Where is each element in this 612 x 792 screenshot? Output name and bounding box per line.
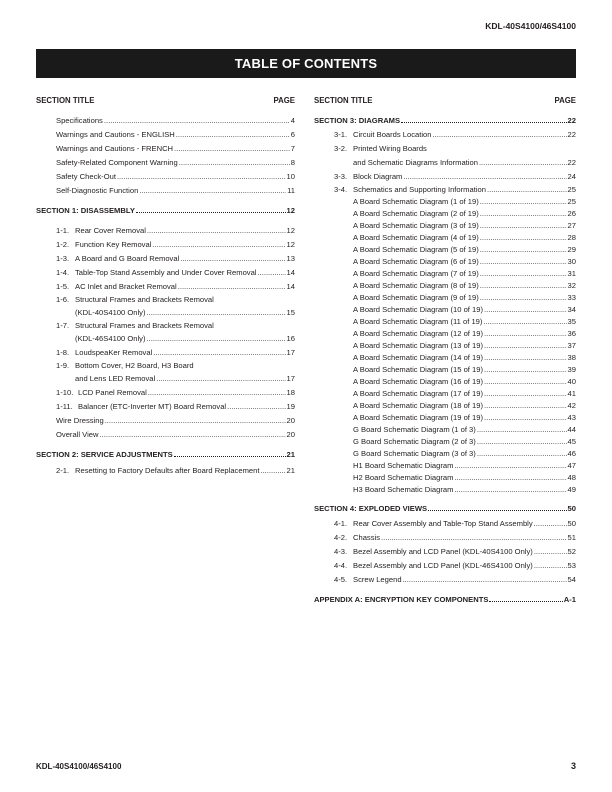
toc-entry-0[interactable]: Specifications ..... 4 xyxy=(36,114,295,128)
page-header: PAGE xyxy=(273,96,295,105)
toc-entry-1-1[interactable]: 1-1. Rear Cover Removal ..... 12 xyxy=(36,224,295,238)
toc-schematic-4[interactable]: A Board Schematic Diagram (5 of 19) ..... 29 xyxy=(314,244,576,256)
toc-schematic-5[interactable]: A Board Schematic Diagram (6 of 19) ..... 30 xyxy=(314,256,576,268)
toc-entry-4[interactable]: Safety Check-Out ..... 10 xyxy=(36,170,295,184)
toc-entry-3-3[interactable]: 3-3. Block Diagram ..... 24 xyxy=(314,170,576,184)
toc-entry-2[interactable]: Warnings and Cautions - FRENCH ..... 7 xyxy=(36,142,295,156)
column-header xyxy=(36,96,295,108)
toc-entry-1-4[interactable]: 1-4. Table-Top Stand Assembly and Under Cover Removal ..... 14 xyxy=(36,266,295,280)
toc-entry-1-5[interactable]: 1-5. AC Inlet and Bracket Removal ..... 14 xyxy=(36,280,295,294)
footer-model: KDL-40S4100/46S4100 xyxy=(36,762,122,771)
toc-entry-1-8[interactable]: 1-8. LoudspeaKer Removal ..... 17 xyxy=(36,346,295,360)
toc-entry-extra-1[interactable]: Overall View ..... 20 xyxy=(36,428,295,442)
toc-entry-3-2-cont[interactable]: and Schematic Diagrams Information ..... 22 xyxy=(314,156,576,170)
toc-schematic-23[interactable]: H2 Board Schematic Diagram ..... 48 xyxy=(314,472,576,484)
toc-section-2[interactable]: SECTION 2: SERVICE ADJUSTMENTS 21 xyxy=(36,450,295,459)
toc-appendix-a[interactable]: APPENDIX A: ENCRYPTION KEY COMPONENTS A-1 xyxy=(314,595,576,604)
toc-schematic-15[interactable]: A Board Schematic Diagram (16 of 19) ..... 40 xyxy=(314,376,576,388)
toc-entry-1-9-cont[interactable]: and Lens LED Removal ..... 17 xyxy=(36,372,295,386)
toc-schematic-7[interactable]: A Board Schematic Diagram (8 of 19) ..... 32 xyxy=(314,280,576,292)
toc-schematic-10[interactable]: A Board Schematic Diagram (11 of 19) ..... 35 xyxy=(314,316,576,328)
toc-schematic-22[interactable]: H1 Board Schematic Diagram ..... 47 xyxy=(314,460,576,472)
toc-schematic-18[interactable]: A Board Schematic Diagram (19 of 19) ..... 43 xyxy=(314,412,576,424)
toc-schematic-20[interactable]: G Board Schematic Diagram (2 of 3) ..... 45 xyxy=(314,436,576,448)
toc-entry-1-10[interactable]: 1-10. LCD Panel Removal ..... 18 xyxy=(36,386,295,400)
toc-section-3[interactable]: SECTION 3: DIAGRAMS 22 xyxy=(314,116,576,125)
toc-entry-1-6-cont[interactable]: (KDL-40S4100 Only) ..... 15 xyxy=(36,306,295,320)
toc-schematic-2[interactable]: A Board Schematic Diagram (3 of 19) ..... 27 xyxy=(314,220,576,232)
toc-schematic-6[interactable]: A Board Schematic Diagram (7 of 19) ..... 31 xyxy=(314,268,576,280)
toc-entry-1-3[interactable]: 1-3. A Board and G Board Removal ..... 13 xyxy=(36,252,295,266)
toc-entry-1[interactable]: Warnings and Cautions - ENGLISH ..... 6 xyxy=(36,128,295,142)
toc-schematic-13[interactable]: A Board Schematic Diagram (14 of 19) ..... 38 xyxy=(314,352,576,364)
toc-schematic-8[interactable]: A Board Schematic Diagram (9 of 19) ..... 33 xyxy=(314,292,576,304)
toc-entry-3[interactable]: Safety-Related Component Warning ..... 8 xyxy=(36,156,295,170)
toc-schematic-12[interactable]: A Board Schematic Diagram (13 of 19) ..... 37 xyxy=(314,340,576,352)
toc-entry-4-3[interactable]: 4-3. Bezel Assembly and LCD Panel (KDL-40S4100 Only) ..... 52 xyxy=(314,545,576,559)
toc-schematic-3[interactable]: A Board Schematic Diagram (4 of 19) ..... 28 xyxy=(314,232,576,244)
page-header: PAGE xyxy=(554,96,576,105)
toc-entry-1-7[interactable]: 1-7. Structural Frames and Brackets Removal xyxy=(56,321,214,330)
toc-entry-3-2[interactable]: 3-2. Printed Wiring Boards xyxy=(334,144,427,153)
toc-schematic-17[interactable]: A Board Schematic Diagram (18 of 19) ..... 42 xyxy=(314,400,576,412)
toc-schematic-11[interactable]: A Board Schematic Diagram (12 of 19) ..... 36 xyxy=(314,328,576,340)
toc-entry-4-1[interactable]: 4-1. Rear Cover Assembly and Table-Top Stand Assembly ..... 50 xyxy=(314,517,576,531)
toc-entry-4-2[interactable]: 4-2. Chassis ..... 51 xyxy=(314,531,576,545)
toc-section-1[interactable]: SECTION 1: DISASSEMBLY 12 xyxy=(36,206,295,215)
toc-entry-4-4[interactable]: 4-4. Bezel Assembly and LCD Panel (KDL-46S4100 Only) ..... 53 xyxy=(314,559,576,573)
toc-entry-3-4[interactable]: 3-4. Schematics and Supporting Information ..... 25 xyxy=(314,184,576,196)
toc-entry-1-9[interactable]: 1-9. Bottom Cover, H2 Board, H3 Board xyxy=(56,361,194,370)
toc-left-column xyxy=(36,96,295,478)
toc-entry-3-1[interactable]: 3-1. Circuit Boards Location ..... 22 xyxy=(314,128,576,142)
toc-entry-5[interactable]: Self-Diagnostic Function ..... 11 xyxy=(36,184,295,198)
toc-schematic-9[interactable]: A Board Schematic Diagram (10 of 19) ..... 34 xyxy=(314,304,576,316)
column-header xyxy=(314,96,576,108)
toc-section-4[interactable]: SECTION 4: EXPLODED VIEWS 50 xyxy=(314,504,576,513)
toc-entry-1-11[interactable]: 1-11. Balancer (ETC-Inverter MT) Board Removal ..... 19 xyxy=(36,400,295,414)
section-title-header: SECTION TITLE xyxy=(314,96,373,105)
toc-entry-1-2[interactable]: 1-2. Function Key Removal ..... 12 xyxy=(36,238,295,252)
page-title: TABLE OF CONTENTS xyxy=(36,49,576,78)
toc-entry-2-1[interactable]: 2-1. Resetting to Factory Defaults after Board Replacement ..... 21 xyxy=(36,464,295,478)
toc-right-column xyxy=(314,96,576,607)
toc-schematic-0[interactable]: A Board Schematic Diagram (1 of 19) ..... 25 xyxy=(314,196,576,208)
toc-entry-1-6[interactable]: 1-6. Structural Frames and Brackets Removal xyxy=(56,295,214,304)
toc-schematic-16[interactable]: A Board Schematic Diagram (17 of 19) ..... 41 xyxy=(314,388,576,400)
toc-schematic-21[interactable]: G Board Schematic Diagram (3 of 3) ..... 46 xyxy=(314,448,576,460)
toc-schematic-1[interactable]: A Board Schematic Diagram (2 of 19) ..... 26 xyxy=(314,208,576,220)
header-model: KDL-40S4100/46S4100 xyxy=(485,21,576,31)
toc-schematic-19[interactable]: G Board Schematic Diagram (1 of 3) ..... 44 xyxy=(314,424,576,436)
toc-schematic-14[interactable]: A Board Schematic Diagram (15 of 19) ..... 39 xyxy=(314,364,576,376)
section-title-header: SECTION TITLE xyxy=(36,96,95,105)
toc-entry-4-5[interactable]: 4-5. Screw Legend ..... 54 xyxy=(314,573,576,587)
toc-entry-1-7-cont[interactable]: (KDL-46S4100 Only) ..... 16 xyxy=(36,332,295,346)
toc-entry-extra-0[interactable]: Wire Dressing ..... 20 xyxy=(36,414,295,428)
toc-schematic-24[interactable]: H3 Board Schematic Diagram ..... 49 xyxy=(314,484,576,496)
footer-page-number: 3 xyxy=(570,761,576,771)
